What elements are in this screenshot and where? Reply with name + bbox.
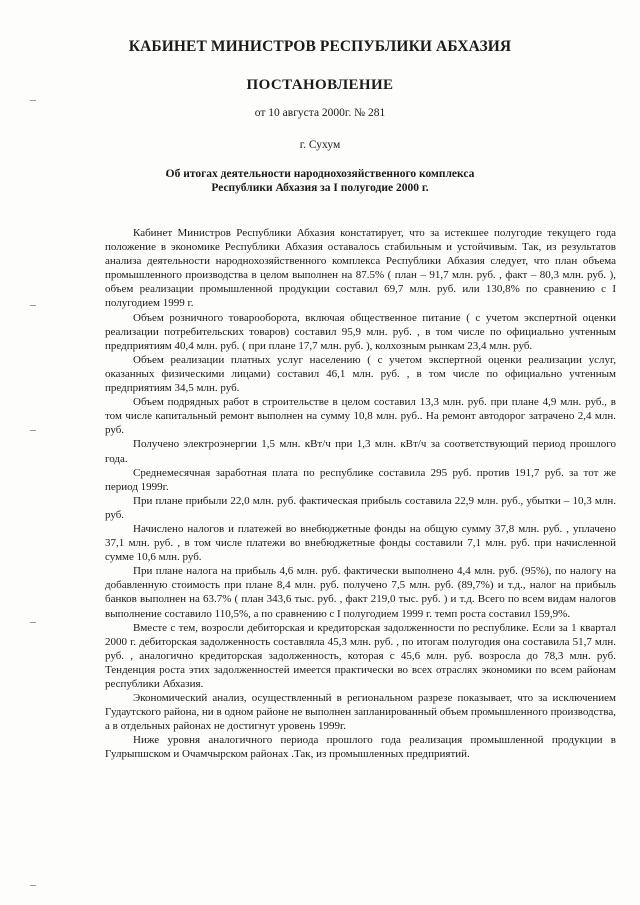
paragraph: Среднемесячная заработная плата по республике составила 295 руб. против 191,7 руб. за тот же период 1999г. (105, 466, 616, 493)
subject-line: Об итогах деятельности народнохозяйственного комплекса (165, 168, 475, 180)
city: г. Сухум (299, 139, 341, 151)
scan-margin-mark (30, 430, 36, 431)
subject-line: Республики Абхазия за I полугодие 2000 г. (211, 182, 429, 194)
paragraph: Вместе с тем, возросли дебиторская и кредиторская задолженности по республике. Если за 1 квартал 2000 г. дебиторская задолженность составляла 45,3 млн. руб. , по итогам полугодия она составила 51,7 млн. руб. , аналогично кредиторская задолженность, которая с 45,6 млн. руб. возросла до 78,3 млн. руб. Тенденция роста этих задолженностей имеется практически во всех отраслях экономики по всем районам республики Абхазия. (105, 621, 616, 690)
scan-margin-mark (30, 622, 36, 623)
paragraph: Ниже уровня аналогичного периода прошлого года реализация промышленной продукции в Гулрыпшском и Очамчырском районах .Так, из промышленных предприятий. (105, 734, 616, 761)
scan-margin-mark (30, 885, 36, 886)
date-and-number: от 10 августа 2000г. № 281 (254, 107, 386, 119)
scan-margin-mark (30, 100, 36, 101)
paragraph: Получено электроэнергии 1,5 млн. кВт/ч при 1,3 млн. кВт/ч за соответствующий период прошлого года. (105, 438, 616, 465)
paragraph: При плане налога на прибыль 4,6 млн. руб. фактически выполнено 4,4 млн. руб. (95%), по налогу на добавленную стоимость при плане 8,4 млн. руб. получено 7,5 млн. руб. (89,7%) и т.д., налог на прибыль банков выполнен на 63.7% ( план 343,6 тыс. руб. , факт 219,0 тыс. руб. ) и т.д. Всего по всем видам налогов выполнение составило 110,5%, а по сравнению с I полугодием 1999 г. темп роста составил 159,9%. (105, 565, 616, 620)
paragraph: Объем реализации платных услуг населению ( с учетом экспертной оценки реализации услуг, оказанных физическими лицами) составил 46,1 млн. руб. , в том числе по официально учтенным предприятиям 34,5 млн. руб. (105, 353, 616, 395)
subject (0, 167, 640, 195)
organization-title: КАБИНЕТ МИНИСТРОВ РЕСПУБЛИКИ АБХАЗИЯ (128, 38, 512, 55)
paragraph: Кабинет Министров Республики Абхазия констатирует, что за истекшее полугодие текущего года положение в экономике Республики Абхазия оставалось стабильным и устойчивым. Так, из результатов анализа деятельности народнохозяйственного комплекса Республики Абхазия следует, что план объема промышленного производства в целом выполнен на 87.5% ( план – 91,7 млн. руб. , факт – 80,3 млн. руб. ), объем реализации промышленной продукции составил 69,7 млн. руб. или 130,8% по сравнению с I полугодием 1999 г. (105, 227, 616, 310)
document-type: ПОСТАНОВЛЕНИЕ (246, 77, 394, 93)
paragraph: Объем розничного товарооборота, включая общественное питание ( с учетом экспертной оценки реализации потребительских товаров) составил 95,9 млн. руб. , в том числе по официально учтенным предприятиям 40,4 млн. руб. ( при плане 17,7 млн. руб. ), колхозным рынкам 23,4 млн. руб. (105, 311, 616, 352)
body-text (105, 226, 616, 762)
paragraph: Экономический анализ, осуществленный в региональном разрезе показывает, что за исключением Гудаутского района, ни в одном районе не выполнен запланированный объем промышленного производства, а в отдельных районах не достигнут уровень 1999г. (105, 692, 616, 733)
scan-margin-mark (30, 305, 36, 306)
paragraph: Начислено налогов и платежей во внебюджетные фонды на общую сумму 37,8 млн. руб. , уплачено 37,1 млн. руб. , в том числе платежи во внебюджетные фонды составили 7,1 млн. руб. при начисленной сумме 10,6 млн. руб. (105, 522, 616, 564)
paragraph: Объем подрядных работ в строительстве в целом составил 13,3 млн. руб. при плане 4,9 млн. руб., в том числе капитальный ремонт выполнен на сумму 10,8 млн. руб.. На ремонт автодорог затрачено 2,4 млн. руб. (105, 396, 616, 437)
paragraph: При плане прибыли 22,0 млн. руб. фактическая прибыль составила 22,9 млн. руб., убытки – 10,3 млн. руб. (105, 494, 616, 521)
